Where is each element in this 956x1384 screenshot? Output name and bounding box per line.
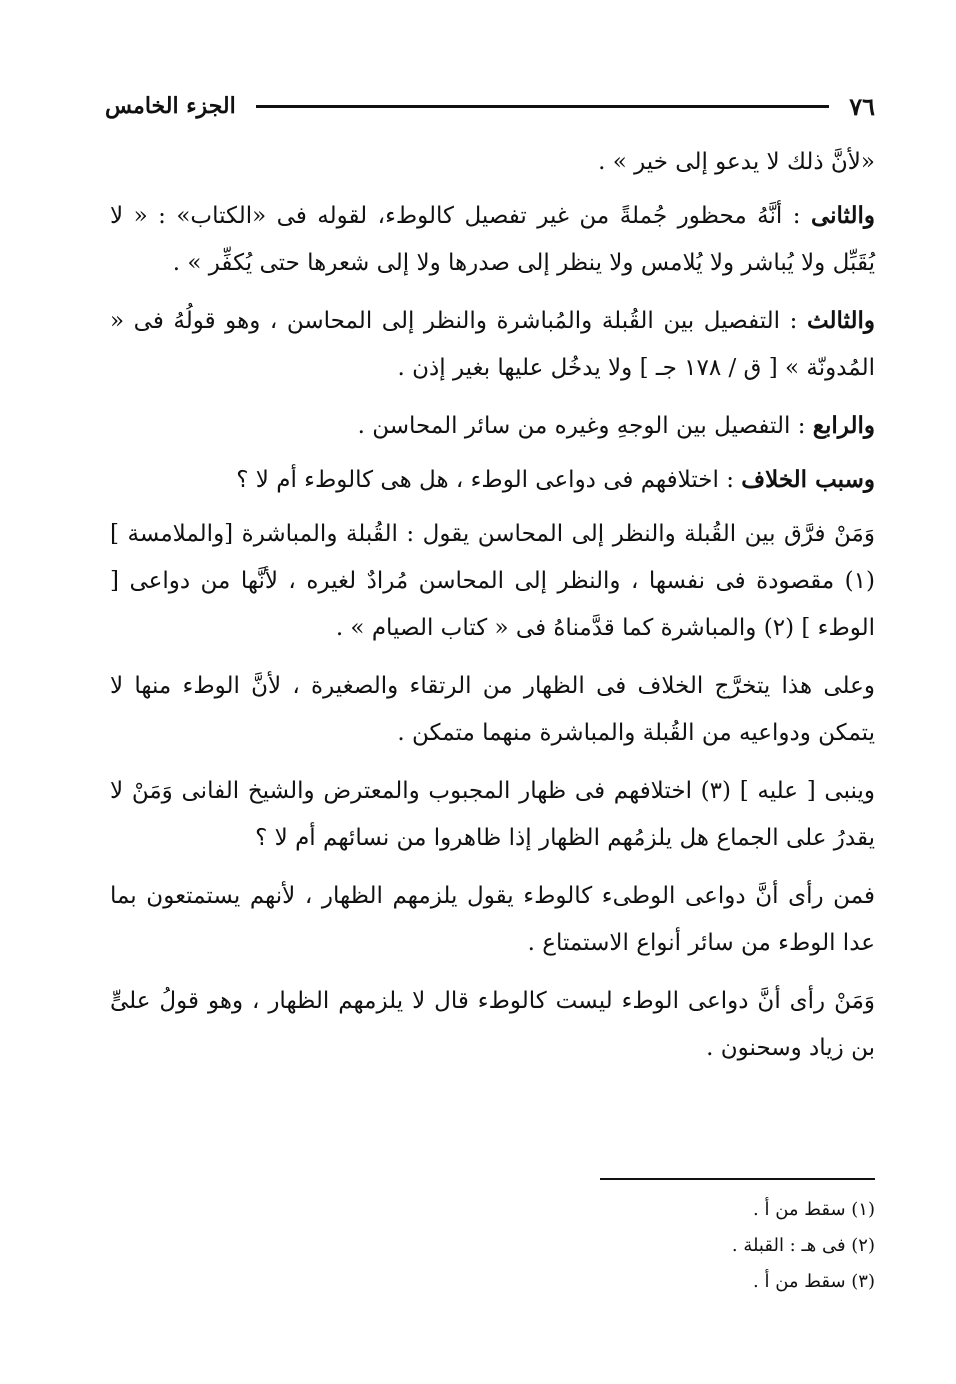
- paragraph-lead: والرابع: [812, 412, 875, 439]
- header-rule: [256, 105, 830, 108]
- footnote-divider: [600, 1178, 875, 1180]
- paragraph-text: : أنَّهُ محظور جُملةً من غير تفصيل كالوطء، لقوله فى «الكتاب» : « لا يُقَبِّل ولا يُباشر ولا يُلامس ولا ينظر إلى صدرها ولا إلى شعرها حتى يُكفِّر » .: [110, 203, 875, 276]
- paragraph-lead: والثانى: [810, 202, 875, 229]
- paragraph: [110, 138, 875, 186]
- paragraph-text: : اختلافهم فى دواعى الوطء ، هل هى كالوطء أم لا ؟: [236, 467, 742, 493]
- paragraph: [110, 872, 875, 967]
- paragraph: [110, 662, 875, 757]
- paragraph: [110, 297, 875, 392]
- paragraph-text: وعلى هذا يتخرَّج الخلاف فى الظهار من الرتقاء والصغيرة ، لأنَّ الوطء منها لا يتمكن ودواعيه من القُبلة والمباشرة منهما متمكن .: [110, 673, 875, 746]
- paragraph-lead: والثالث: [806, 307, 875, 334]
- paragraph: [110, 402, 875, 450]
- page-header: [105, 88, 875, 124]
- paragraph-text: : التفصيل بين القُبلة والمُباشرة والنظر إلى المحاسن ، وهو قولُهُ فى « المُدونّة » [ ق / ١٧٨ جـ ] ولا يدخُل عليها بغير إذن .: [110, 308, 875, 381]
- paragraph: [110, 510, 875, 652]
- paragraph-text: وينبى [ عليه ] (٣) اختلافهم فى ظهار المجبوب والمعترض والشيخ الفانى وَمَنْ لا يقدرُ على الجماع هل يلزمُهم الظهار إذا ظاهروا من نسائهم أم لا ؟: [110, 778, 875, 851]
- page-number: ٧٦: [849, 91, 875, 121]
- paragraph: [110, 767, 875, 862]
- paragraph: [110, 192, 875, 287]
- paragraph-text: «لأنَّ ذلك لا يدعو إلى خير » .: [598, 149, 875, 175]
- paragraph: [110, 456, 875, 504]
- paragraph-text: : التفصيل بين الوجهِ وغيره من سائر المحاسن .: [357, 413, 813, 439]
- footnote: (١) سقط من أ .: [753, 1199, 875, 1220]
- main-text: [110, 138, 875, 1082]
- paragraph: [110, 977, 875, 1072]
- paragraph-text: فمن رأى أنَّ دواعى الوطىء كالوطء يقول يلزمهم الظهار ، لأنهم يستمتعون بما عدا الوطء من سائر أنواع الاستمتاع .: [110, 883, 875, 956]
- running-title: الجزء الخامس: [105, 93, 236, 119]
- paragraph-text: وَمَنْ فرَّق بين القُبلة والنظر إلى المحاسن يقول : القُبلة والمباشرة [والملامسة ] (١) مقصودة فى نفسها ، والنظر إلى المحاسن مُرادٌ لغيره ، لأنَّها من دواعى [ الوطء ] (٢) والمباشرة كما قدَّمناهُ فى « كتاب الصيام » .: [110, 521, 875, 641]
- paragraph-text: وَمَنْ رأى أنَّ دواعى الوطء ليست كالوطء قال لا يلزمهم الظهار ، وهو قولُ علىٍّ بن زياد وسحنون .: [110, 988, 875, 1061]
- footnote: (٣) سقط من أ .: [753, 1271, 875, 1292]
- footnote: (٢) فى هـ : القبلة .: [731, 1235, 875, 1256]
- paragraph-lead: وسبب الخلاف: [741, 466, 875, 493]
- footnotes: [560, 1192, 875, 1300]
